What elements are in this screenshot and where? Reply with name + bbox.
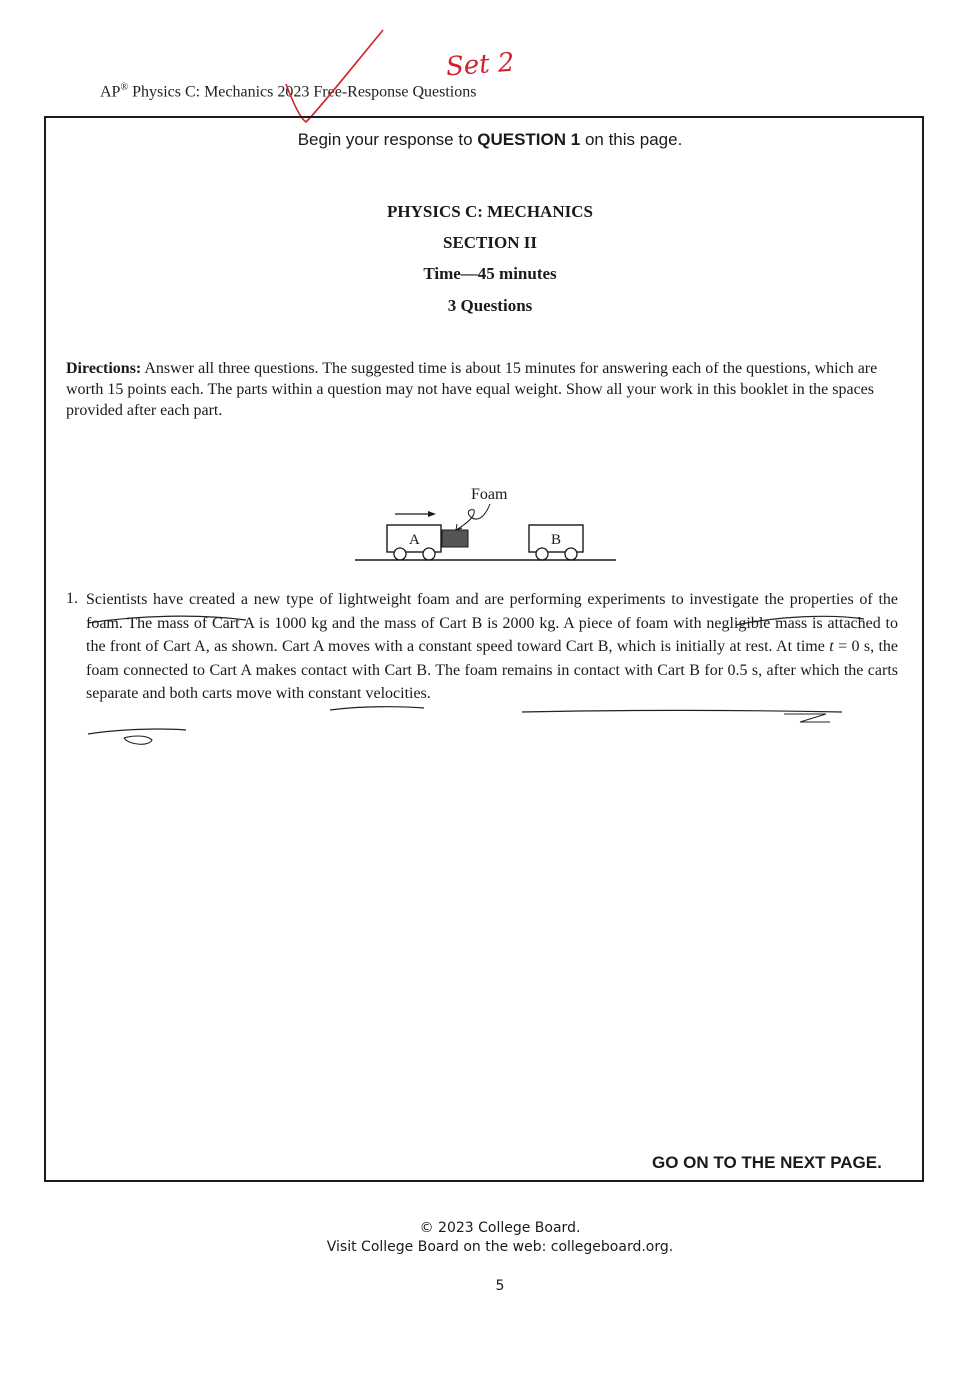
cart-a-label: A — [409, 532, 420, 548]
copyright: © 2023 College Board. — [419, 1220, 581, 1236]
section-title: PHYSICS C: MECHANICS — [387, 202, 593, 221]
handwritten-note: Set 2 — [445, 47, 516, 83]
cart-diagram — [350, 478, 630, 568]
running-header: AP® Physics C: Mechanics 2023 Free-Response Questions — [100, 82, 477, 101]
red-checkmark — [286, 30, 383, 122]
foam-label: Foam — [471, 486, 508, 503]
cart-b-wheel-left — [536, 548, 548, 560]
cart-a-wheel-right — [423, 548, 435, 560]
visit-link-text: Visit College Board on the web: collegeboard.org. — [326, 1239, 674, 1255]
cart-b-label: B — [551, 532, 562, 548]
foam-block — [442, 530, 468, 547]
section-time: Time—45 minutes — [423, 264, 557, 283]
section-number: SECTION II — [442, 233, 537, 252]
question-number: 1. — [66, 590, 78, 607]
cart-b-wheel-right — [565, 548, 577, 560]
page-number: 5 — [495, 1278, 505, 1294]
go-to-next-page: GO ON TO THE NEXT PAGE. — [652, 1153, 882, 1172]
velocity-arrowhead — [428, 511, 436, 517]
section-question-count: 3 Questions — [447, 296, 533, 315]
foam-pointer-line — [456, 504, 490, 530]
question-1-text: Scientists have created a new type of lightweight foam and are performing experiments to investigate the properties of the foam. The mass of Cart A is 1000 kg and the mass of Cart B is 2000 kg. A piece of foam with negligible mass is attached to the front of Cart A, as shown. Cart A moves with a constant speed toward Cart B, which is initially at rest. At time t = 0 s, the foam connected to Cart A makes contact with Cart B. The foam remains in contact with Cart B for 0.5 s, after which the carts separate and both carts move with constant velocities. — [86, 591, 899, 703]
directions-paragraph: Directions: Answer all three questions. The suggested time is about 15 minutes for answering each of the questions, which are worth 15 points each. The parts within a question may not have equal weight. Show all your work in this booklet in the spaces provided after each part. — [66, 360, 878, 419]
begin-response-instruction: Begin your response to QUESTION 1 on this page. — [297, 130, 683, 149]
cart-a-wheel-left — [394, 548, 406, 560]
